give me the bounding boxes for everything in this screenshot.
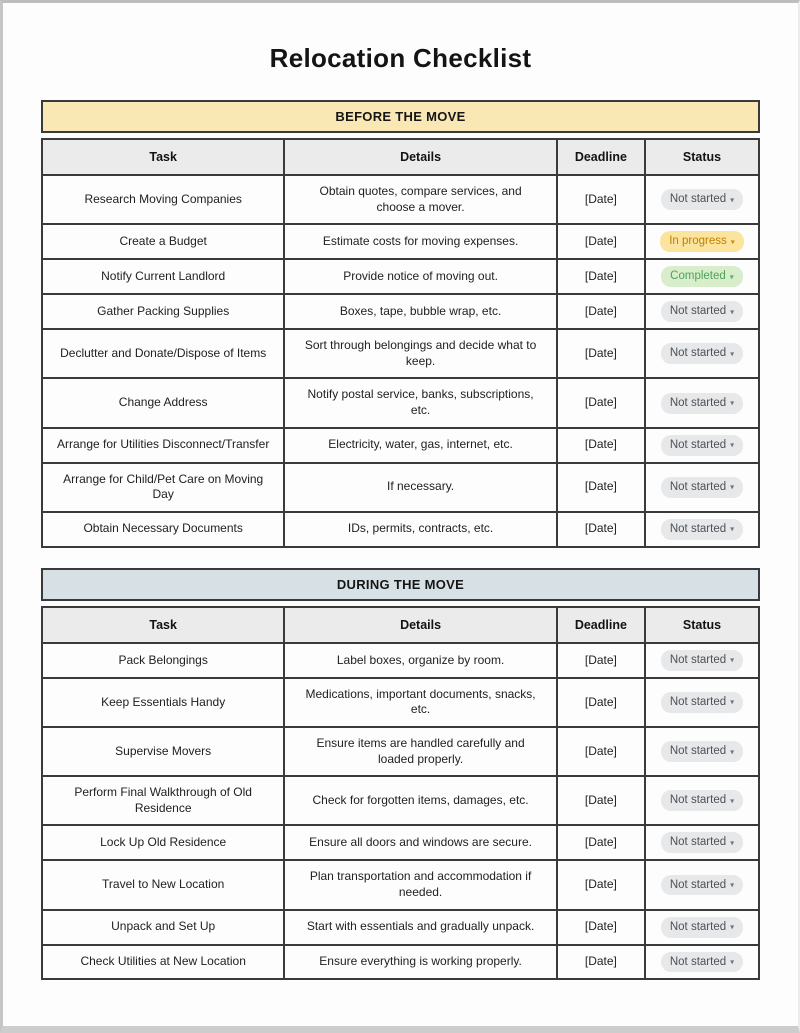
deadline-cell: [Date] <box>557 643 645 678</box>
table-row <box>42 860 759 909</box>
details-cell: Ensure all doors and windows are secure. <box>284 825 556 860</box>
column-header-deadline: Deadline <box>557 607 645 643</box>
table-row <box>42 175 759 224</box>
status-cell <box>645 860 759 909</box>
status-label: Not started <box>669 878 727 891</box>
status-dropdown[interactable] <box>661 790 743 811</box>
deadline-cell: [Date] <box>557 224 645 259</box>
status-cell <box>645 910 759 945</box>
deadline-cell: [Date] <box>557 175 645 224</box>
deadline-cell: [Date] <box>557 776 645 825</box>
status-label: Not started <box>669 955 727 968</box>
status-cell <box>645 428 759 463</box>
status-dropdown[interactable] <box>661 692 743 713</box>
column-header-task: Task <box>42 139 284 175</box>
task-cell: Declutter and Donate/Dispose of Items <box>42 329 284 378</box>
deadline-cell: [Date] <box>557 860 645 909</box>
status-label: Not started <box>669 480 727 493</box>
status-label: Not started <box>669 653 727 666</box>
details-cell: Ensure items are handled carefully and loaded properly. <box>284 727 556 776</box>
table-row <box>42 294 759 329</box>
deadline-cell: [Date] <box>557 294 645 329</box>
status-dropdown[interactable] <box>661 435 743 456</box>
status-cell <box>645 224 759 259</box>
status-dropdown[interactable] <box>661 875 743 896</box>
details-cell: Sort through belongings and decide what to keep. <box>284 329 556 378</box>
table-row <box>42 678 759 727</box>
table-row <box>42 825 759 860</box>
status-cell <box>645 329 759 378</box>
status-label: Not started <box>669 396 727 409</box>
status-dropdown[interactable] <box>661 741 743 762</box>
details-cell: Check for forgotten items, damages, etc. <box>284 776 556 825</box>
status-label: Not started <box>669 522 727 535</box>
task-cell: Research Moving Companies <box>42 175 284 224</box>
page-title: Relocation Checklist <box>269 43 532 73</box>
chevron-down-icon: ▾ <box>730 922 735 932</box>
status-cell <box>645 727 759 776</box>
task-cell: Obtain Necessary Documents <box>42 512 284 547</box>
status-label: Not started <box>669 794 727 807</box>
task-cell: Keep Essentials Handy <box>42 678 284 727</box>
table-row <box>42 910 759 945</box>
column-header-status: Status <box>645 607 759 643</box>
table-row <box>42 512 759 547</box>
status-label: Not started <box>669 193 727 206</box>
deadline-cell: [Date] <box>557 378 645 427</box>
status-label: In progress <box>669 235 727 248</box>
chevron-down-icon: ▾ <box>730 880 735 890</box>
details-cell: IDs, permits, contracts, etc. <box>284 512 556 547</box>
task-cell: Supervise Movers <box>42 727 284 776</box>
status-cell <box>645 776 759 825</box>
status-dropdown[interactable] <box>661 477 743 498</box>
chevron-down-icon: ▾ <box>730 349 735 359</box>
status-cell <box>645 378 759 427</box>
details-cell: Medications, important documents, snacks, etc. <box>284 678 556 727</box>
status-label: Completed <box>670 270 726 283</box>
table-row <box>42 428 759 463</box>
chevron-down-icon: ▾ <box>730 237 735 247</box>
task-cell: Pack Belongings <box>42 643 284 678</box>
task-cell: Lock Up Old Residence <box>42 825 284 860</box>
status-dropdown[interactable] <box>661 189 743 210</box>
task-cell: Change Address <box>42 378 284 427</box>
status-label: Not started <box>669 745 727 758</box>
status-label: Not started <box>669 920 727 933</box>
checklist-section <box>41 568 760 981</box>
status-dropdown[interactable] <box>661 393 743 414</box>
details-cell: Obtain quotes, compare services, and choose a mover. <box>284 175 556 224</box>
status-label: Not started <box>669 438 727 451</box>
status-dropdown[interactable] <box>660 231 744 252</box>
task-cell: Gather Packing Supplies <box>42 294 284 329</box>
details-cell: Boxes, tape, bubble wrap, etc. <box>284 294 556 329</box>
details-cell: Estimate costs for moving expenses. <box>284 224 556 259</box>
status-label: Not started <box>669 347 727 360</box>
deadline-cell: [Date] <box>557 329 645 378</box>
chevron-down-icon: ▾ <box>730 440 735 450</box>
status-dropdown[interactable] <box>661 266 743 287</box>
details-cell: Notify postal service, banks, subscriptions, etc. <box>284 378 556 427</box>
deadline-cell: [Date] <box>557 945 645 980</box>
chevron-down-icon: ▾ <box>730 398 735 408</box>
chevron-down-icon: ▾ <box>730 307 735 317</box>
status-cell <box>645 643 759 678</box>
status-cell <box>645 294 759 329</box>
status-cell <box>645 463 759 512</box>
checklist-table <box>41 138 760 548</box>
details-cell: Ensure everything is working properly. <box>284 945 556 980</box>
deadline-cell: [Date] <box>557 727 645 776</box>
details-cell: Provide notice of moving out. <box>284 259 556 294</box>
deadline-cell: [Date] <box>557 428 645 463</box>
status-label: Not started <box>669 696 727 708</box>
chevron-down-icon: ▾ <box>730 524 735 534</box>
deadline-cell: [Date] <box>557 512 645 547</box>
checklist-table <box>41 606 760 981</box>
column-header-details: Details <box>284 607 556 643</box>
table-row <box>42 463 759 512</box>
chevron-down-icon: ▾ <box>730 747 735 757</box>
column-header-deadline: Deadline <box>557 139 645 175</box>
task-cell: Perform Final Walkthrough of Old Residence <box>42 776 284 825</box>
task-cell: Arrange for Utilities Disconnect/Transfer <box>42 428 284 463</box>
task-cell: Travel to New Location <box>42 860 284 909</box>
status-cell <box>645 945 759 980</box>
sections-container <box>3 100 798 980</box>
details-cell: Start with essentials and gradually unpack. <box>284 910 556 945</box>
table-row <box>42 643 759 678</box>
table-row <box>42 259 759 294</box>
chevron-down-icon: ▾ <box>730 195 735 205</box>
status-dropdown[interactable] <box>661 952 743 973</box>
section-banner: DURING THE MOVE <box>41 568 760 601</box>
task-cell: Unpack and Set Up <box>42 910 284 945</box>
task-cell: Create a Budget <box>42 224 284 259</box>
task-cell: Check Utilities at New Location <box>42 945 284 980</box>
status-cell <box>645 678 759 727</box>
status-cell <box>645 825 759 860</box>
column-header-status: Status <box>645 139 759 175</box>
table-row <box>42 378 759 427</box>
deadline-cell: [Date] <box>557 910 645 945</box>
chevron-down-icon: ▾ <box>730 655 735 665</box>
table-row <box>42 945 759 980</box>
column-header-details: Details <box>284 139 556 175</box>
task-cell: Notify Current Landlord <box>42 259 284 294</box>
details-cell: Label boxes, organize by room. <box>284 643 556 678</box>
column-header-task: Task <box>42 607 284 643</box>
header-row <box>42 607 759 643</box>
deadline-cell: [Date] <box>557 259 645 294</box>
chevron-down-icon: ▾ <box>729 272 734 282</box>
section-banner: BEFORE THE MOVE <box>41 100 760 133</box>
status-cell <box>645 259 759 294</box>
status-cell <box>645 175 759 224</box>
chevron-down-icon: ▾ <box>730 482 735 492</box>
status-label: Not started <box>669 836 727 849</box>
details-cell: Electricity, water, gas, internet, etc. <box>284 428 556 463</box>
status-dropdown[interactable] <box>661 343 743 364</box>
table-row <box>42 329 759 378</box>
table-row <box>42 727 759 776</box>
chevron-down-icon: ▾ <box>730 796 735 806</box>
header-row <box>42 139 759 175</box>
status-dropdown[interactable] <box>661 832 743 853</box>
details-cell: If necessary. <box>284 463 556 512</box>
chevron-down-icon: ▾ <box>730 838 735 848</box>
status-dropdown[interactable] <box>661 519 743 540</box>
status-dropdown[interactable] <box>661 301 743 322</box>
status-cell <box>645 512 759 547</box>
details-cell: Plan transportation and accommodation if needed. <box>284 860 556 909</box>
task-cell: Arrange for Child/Pet Care on Moving Day <box>42 463 284 512</box>
table-row <box>42 224 759 259</box>
chevron-down-icon: ▾ <box>730 697 735 707</box>
chevron-down-icon: ▾ <box>730 957 735 967</box>
deadline-cell: [Date] <box>557 825 645 860</box>
checklist-section <box>41 100 760 548</box>
status-label: Not started <box>669 305 727 318</box>
deadline-cell: [Date] <box>557 463 645 512</box>
deadline-cell: [Date] <box>557 678 645 727</box>
status-dropdown[interactable] <box>661 650 743 671</box>
status-dropdown[interactable] <box>661 917 743 938</box>
table-row <box>42 776 759 825</box>
